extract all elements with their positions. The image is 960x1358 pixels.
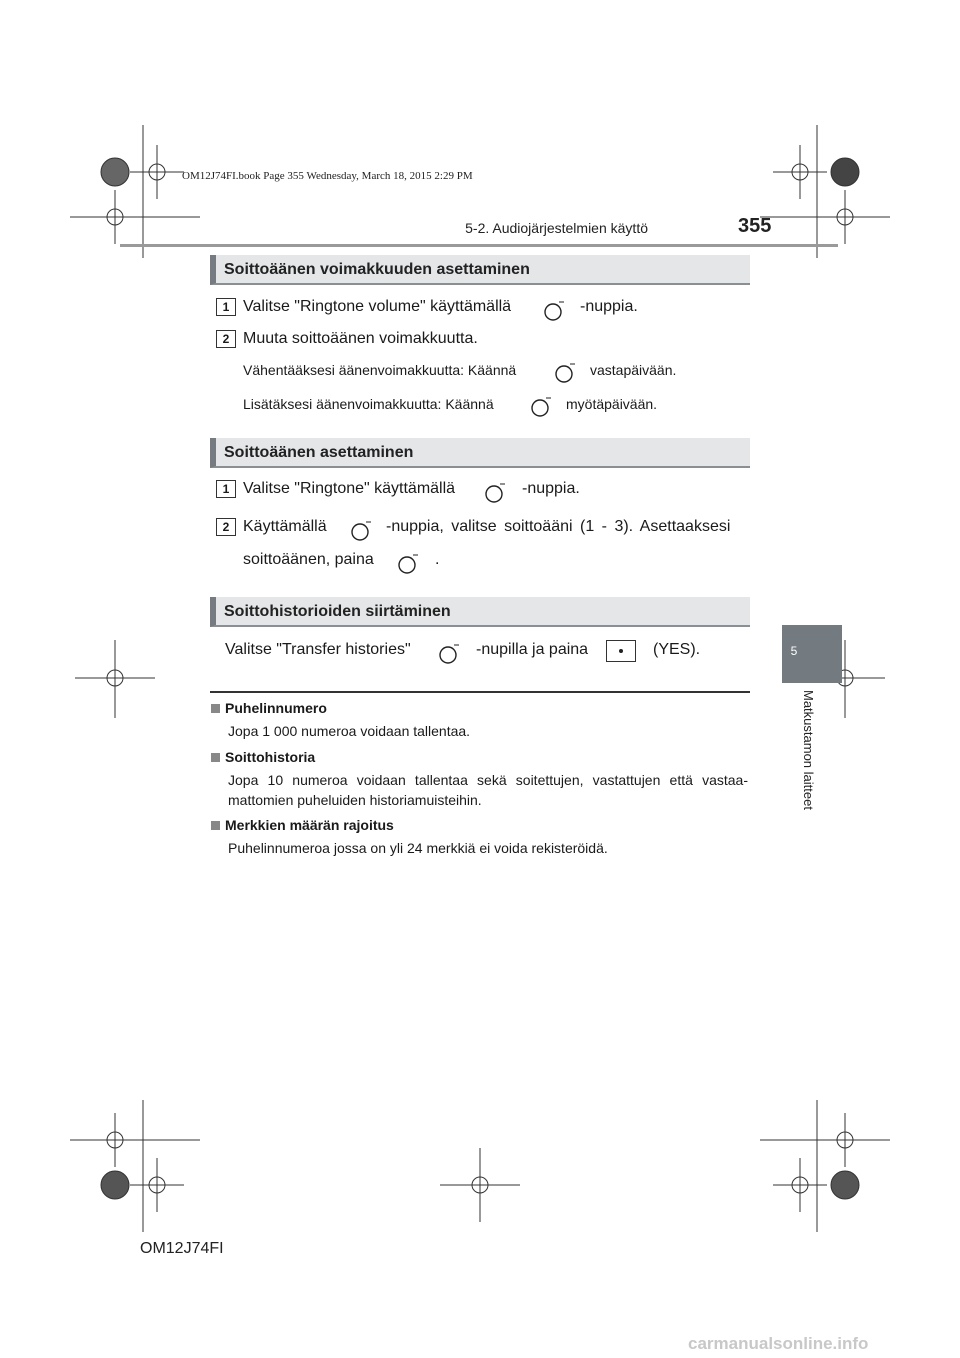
tune-knob-icon (438, 643, 460, 665)
step-text: Käyttämällä (243, 518, 327, 535)
note-heading-text: Merkkien määrän rajoitus (225, 817, 394, 833)
section-heading-text: Soittoäänen voimakkuuden asettaminen (224, 261, 530, 278)
step-number: 1 (216, 480, 236, 498)
note-heading-text: Soittohistoria (225, 749, 316, 765)
detail-text: vastapäivään. (590, 362, 677, 378)
header-rule (120, 244, 838, 247)
instruction-text: Valitse "Transfer histories" (225, 641, 411, 658)
step-text: Valitse "Ringtone" käyttämällä (243, 480, 456, 497)
step-number: 1 (216, 298, 236, 316)
gray-square-icon (211, 753, 220, 762)
dot-button-icon (606, 640, 636, 662)
tune-knob-icon (484, 482, 506, 504)
section-heading-text: Soittoäänen asettaminen (224, 444, 414, 461)
page-number: 355 (738, 215, 772, 237)
section-heading-transfer (210, 597, 750, 627)
step-text: . (435, 551, 440, 568)
step-text: -nuppia. (522, 480, 580, 497)
tune-knob-icon (554, 362, 576, 384)
section-heading-ringtone (210, 438, 750, 468)
gray-square-icon (211, 821, 220, 830)
note-text: Jopa 1 000 numeroa voidaan tallentaa. (228, 723, 471, 739)
detail-text: Lisätäksesi äänenvoimakkuutta: Käännä (243, 396, 494, 412)
tune-knob-icon (530, 396, 552, 418)
chapter-title: Matkustamon laitteet (801, 690, 816, 810)
section-heading-text: Soittohistorioiden siirtäminen (224, 603, 451, 620)
detail-text: myötäpäivään. (566, 396, 658, 412)
note-text: Jopa 10 numeroa voidaan tallentaa sekä soitettujen, vastattujen että vastaa-mattomien puheluiden historiamuisteihin. (228, 772, 748, 808)
step-text: -nuppia, valitse soittoääni (1 - 3). Asettaaksesi (386, 518, 731, 535)
tune-knob-icon (543, 300, 565, 322)
note-heading (211, 817, 394, 833)
note-text: Puhelinnumeroa jossa on yli 24 merkkiä ei voida rekisteröidä. (228, 840, 608, 856)
note-heading (211, 749, 315, 765)
note-heading (211, 700, 327, 716)
step-number: 2 (216, 518, 236, 536)
step-number: 2 (216, 330, 236, 348)
gray-square-icon (211, 704, 220, 713)
tune-knob-icon (350, 520, 372, 542)
step-text: soittoäänen, paina (243, 551, 374, 568)
chapter-number: 5 (790, 644, 798, 658)
watermark: carmanualsonline.info (688, 1334, 869, 1353)
note-heading-text: Puhelinnumero (225, 700, 327, 716)
manual-code: OM12J74FI (140, 1240, 224, 1257)
section-heading-volume (210, 255, 750, 285)
tune-knob-icon (397, 553, 419, 575)
notes-divider (210, 691, 750, 693)
step-text: Muuta soittoäänen voimakkuutta. (243, 330, 478, 347)
book-info: OM12J74FI.book Page 355 Wednesday, March 18, 2015 2:29 PM (182, 170, 473, 182)
step-text: Valitse "Ringtone volume" käyttämällä (243, 298, 512, 315)
instruction-text: (YES). (653, 641, 701, 658)
step-text: -nuppia. (580, 298, 638, 315)
section-title: 5-2. Audiojärjestelmien käyttö (465, 220, 648, 236)
detail-text: Vähentääksesi äänenvoimakkuutta: Käännä (243, 362, 517, 378)
instruction-text: -nupilla ja paina (476, 641, 589, 658)
